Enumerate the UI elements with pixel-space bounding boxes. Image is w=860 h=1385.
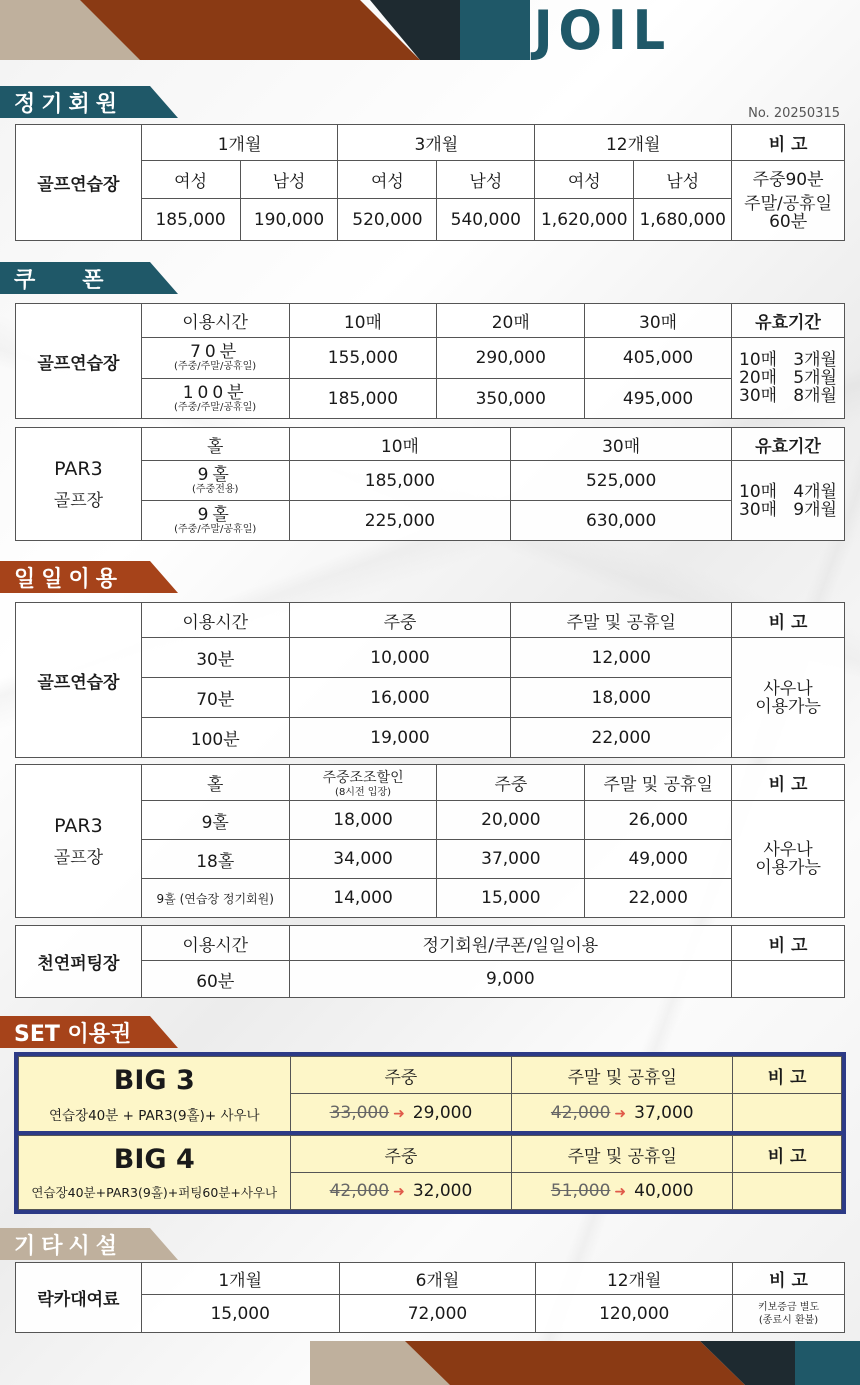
- banner-shapes: [0, 0, 860, 60]
- set-big4: BIG 4 연습장40분+PAR3(9홀)+퍼팅60분+사우나 주중 주말 및 공휴일 비 고 42,000 ➜ 32,000 51,000 ➜ 40,000: [14, 1131, 846, 1214]
- daily-par3-table: PAR3 골프장 홀 주중조조할인 (8시전 입장) 주중 주말 및 공휴일 비 고 9홀 18,000 20,000 26,000 사우나 이용가능 18홀 34,000 37,000 49,000 9홀 (연습장 정기회원) 14,000 15,000 22,000: [15, 764, 845, 918]
- document-number: No. 20250315: [748, 106, 840, 121]
- coupon-validity: 10매 3개월 20매 5개월 30매 8개월: [732, 338, 845, 419]
- locker-table: 락카대여료 1개월 6개월 12개월 비 고 15,000 72,000 120,000 키보증금 별도 (종료시 환불): [15, 1262, 845, 1333]
- section-membership: 정기회원: [0, 86, 180, 118]
- section-coupon: 쿠 폰: [0, 262, 180, 294]
- joil-logo: JOIL: [533, 0, 671, 60]
- set-big3: BIG 3 연습장40분 + PAR3(9홀)+ 사우나 주중 주말 및 공휴일 비 고 33,000 ➜ 29,000 42,000 ➜ 37,000: [14, 1052, 846, 1136]
- top-banner: [0, 0, 860, 60]
- section-etc: 기타시설: [0, 1228, 180, 1260]
- membership-row-label: 골프연습장: [16, 125, 142, 241]
- putting-table: 천연퍼팅장 이용시간 정기회원/쿠폰/일일이용 비 고 60분 9,000: [15, 925, 845, 998]
- bottom-banner: [0, 1341, 860, 1385]
- daily-range-table: 골프연습장 이용시간 주중 주말 및 공휴일 비 고 30분 10,000 12,000 사우나 이용가능 70분 16,000 18,000 100분 19,000 22,000: [15, 602, 845, 758]
- section-set: SET 이용권: [0, 1016, 180, 1048]
- coupon-par3-table: PAR3 골프장 홀 10매 30매 유효기간 9홀 (주중전용) 185,000 525,000 10매 4개월 30매 9개월 9홀 (주중/주말/공휴일) 225,000 630,000: [15, 427, 845, 541]
- section-daily: 일일이용: [0, 561, 180, 593]
- coupon-range-table: 골프연습장 이용시간 10매 20매 30매 유효기간 70분 (주중/주말/공휴일) 155,000 290,000 405,000 10매 3개월 20매 5개월 30매 8개월 100분 (주중/주말/공휴일) 185,000 350,000 495,000: [15, 303, 845, 419]
- membership-remark: 주중90분 주말/공휴일 60분: [732, 161, 845, 241]
- membership-table: 골프연습장 1개월 3개월 12개월 비 고 여성 남성 여성 남성 여성 남성 주중90분 주말/공휴일 60분 185,000 190,000 520,000 540,000 1,620,000 1,680,000: [15, 124, 845, 241]
